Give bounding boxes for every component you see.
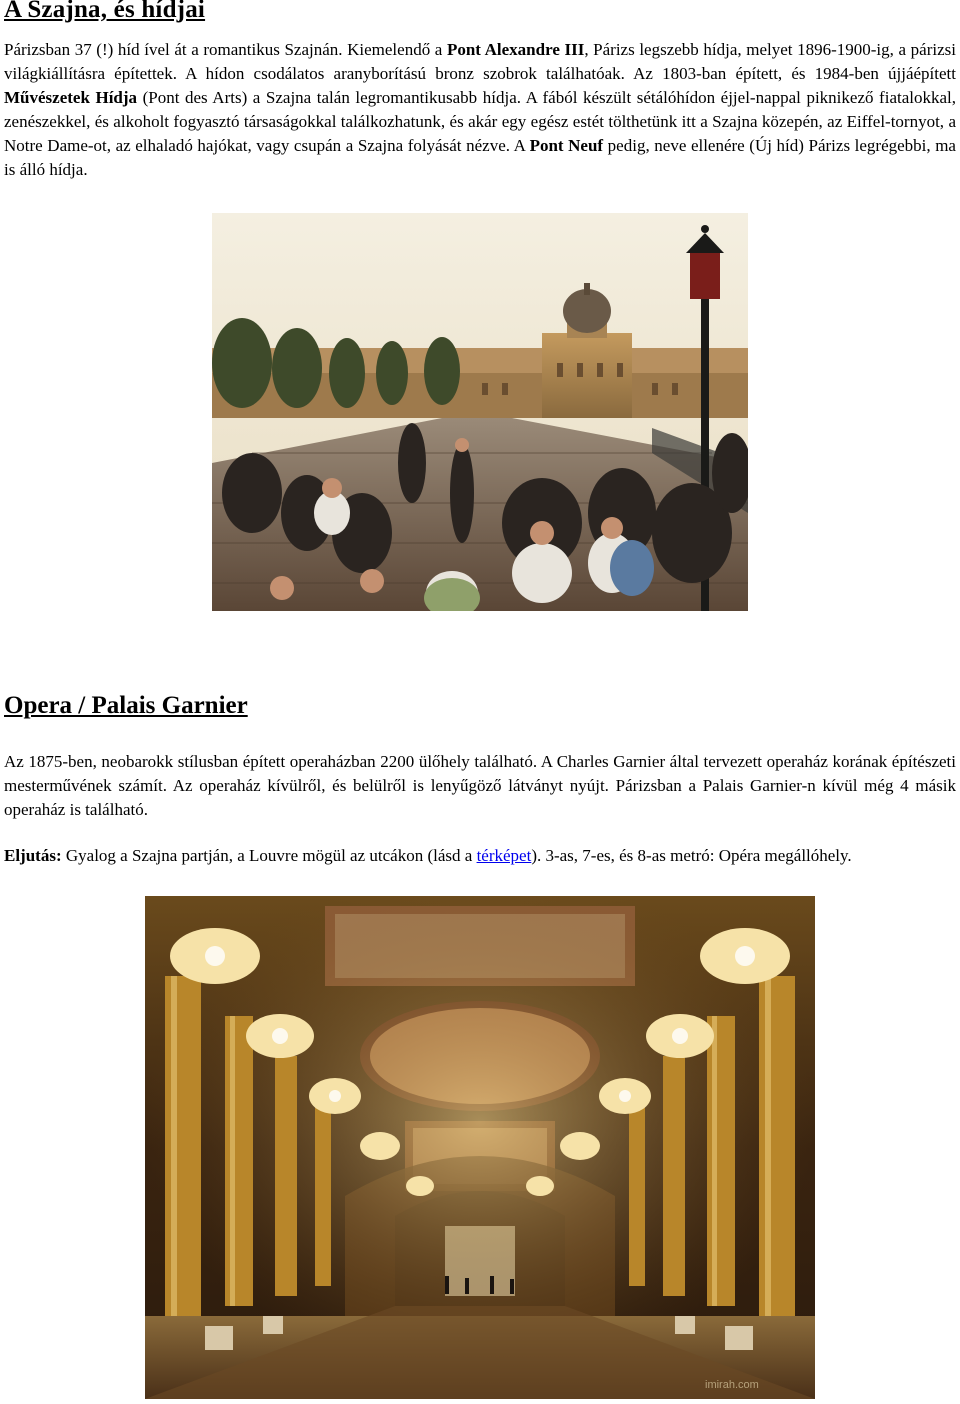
bold-muveszetek-hidja: Művészetek Hídja [4,88,138,107]
text-run: , Párizs legszebb hídja, melyet 1896-1900-ig, a párizsi világkiállításra építettek. A hídon csodálatos aranyborítású bronz szobrok találhatóak. Az 1803-ban épített, és 1984-ben újjáépített [4,40,956,83]
paragraph-opera-description: Az 1875-ben, neobarokk stílusban épített operaházban 2200 ülőhely található. A Charles Garnier által tervezett operaház korának építészeti mesterművének számít. Az operaház kívülről, és belülről is lenyűgöző látványt nyújt. Párizsban a Palais Garnier-n kívül még 4 másik operaház is található. [4,752,956,819]
bold-pont-neuf: Pont Neuf [529,136,604,155]
text-run: Gyalog a Szajna partján, a Louvre mögül az utcákon (lásd a [61,846,477,865]
section-title-seine-bridges: A Szajna, és hídjai [4,0,206,23]
directions-label: Eljutás: [4,846,62,865]
section-title-opera: Opera / Palais Garnier [4,692,248,719]
map-link[interactable]: térképet [476,846,532,865]
paragraph-directions [4,844,956,868]
pont-des-arts-photo [212,213,748,611]
text-run: pedig, neve ellenére (Új híd) Párizs legrégebbi, ma is álló hídja. [4,136,956,179]
text-run: Párizsban 37 (!) híd ível át a romantikus Szajnán. Kiemelendő a [4,40,447,59]
photo-watermark: imirah.com [705,1379,759,1391]
text-run: (Pont des Arts) a Szajna talán legromantikusabb hídja. A fából készült sétálóhídon éjjel-nappal piknikező fiatalokkal, zenészekkel, és alkoholt fogyasztó társaságokkal találkozhatunk, és akár egy egész estét tölthetünk itt a Szajna közepén, az Eiffel-tornyot, a Notre Dame-ot, az elhaladó hajókat, vagy csupán a Szajna folyását nézve. A [4,88,956,155]
bold-pont-alexandre: Pont Alexandre III [446,40,585,59]
palais-garnier-foyer-photo [145,896,815,1399]
paragraph-seine-bridges [4,38,956,182]
text-run: ). 3-as, 7-es, és 8-as metró: Opéra megállóhely. [531,846,852,865]
